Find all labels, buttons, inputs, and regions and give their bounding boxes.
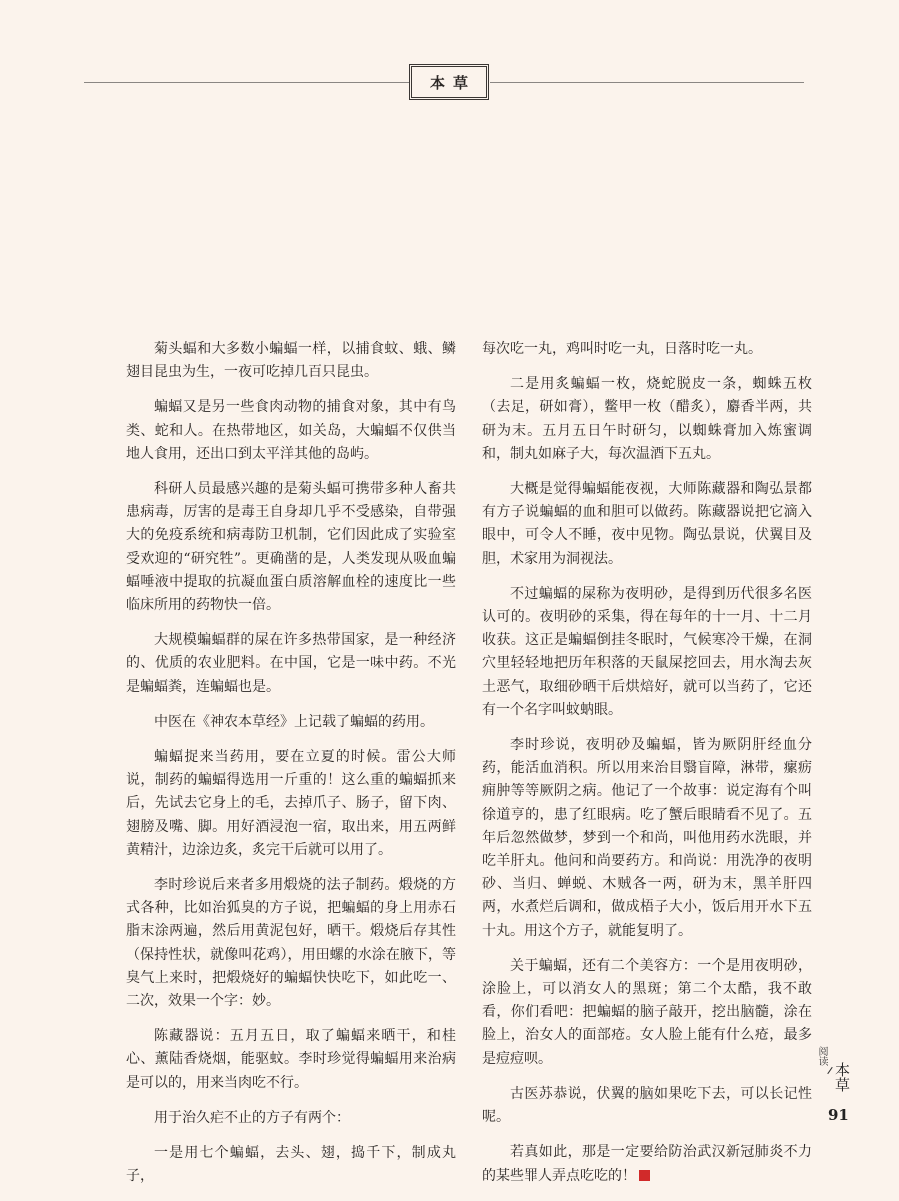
left-column xyxy=(126,338,456,1201)
paragraph: 二是用炙蝙蝠一枚，烧蛇脱皮一条，蜘蛛五枚（去足，研如膏），鳖甲一枚（醋炙），麝香半两，共研为末。五月五日午时研匀，以蜘蛛膏加入炼蜜调和，制丸如麻子大，每次温酒下五丸。 xyxy=(482,376,812,462)
paragraph: 用于治久疟不止的方子有两个： xyxy=(154,1109,350,1126)
column-tag-big: 本草 xyxy=(833,1062,851,1092)
column-tag xyxy=(814,1046,858,1106)
column-tag-small: 阅读 xyxy=(816,1046,827,1066)
header-rule-right xyxy=(490,82,804,83)
paragraph: 李时珍说，夜明砂及蝙蝠，皆为厥阴肝经血分药，能活血消积。所以用来治目翳盲障，淋带，瘰疬痈肿等等厥阴之病。他记了一个故事：说定海有个叫徐道亨的，患了红眼病。吃了蟹后眼睛看不见了。五年后忽然做梦，梦到一个和尚，叫他用药水洗眼，并吃羊肝丸。他问和尚要药方。和尚说：用洗净的夜明砂、当归、蝉蜕、木贼各一两，研为末，黑羊肝四两，水煮烂后调和，做成梧子大小，饭后用开水下五十丸。用这个方子，就能复明了。 xyxy=(482,737,812,939)
paragraph: 蝙蝠捉来当药用，要在立夏的时候。雷公大师说，制药的蝙蝠得选用一斤重的！这么重的蝙蝠抓来后，先试去它身上的毛，去掉爪子、肠子，留下肉、翅膀及嘴、脚。用好酒浸泡一宿，取出来，用五两鲜黄精汁，边涂边炙，炙完干后就可以用了。 xyxy=(126,749,456,858)
paragraph: 不过蝙蝠的屎称为夜明砂，是得到历代很多名医认可的。夜明砂的采集，得在每年的十一月、十二月收获。这正是蝙蝠倒挂冬眠时，气候寒冷干燥，在洞穴里轻轻地把历年积落的天鼠屎挖回去，用水淘去灰土恶气，取细砂晒干后烘焙好，就可以当药了，它还有一个名字叫蚊蚋眼。 xyxy=(482,585,812,718)
last-paragraph-text: 若真如此，那是一定要给防治武汉新冠肺炎不力的某些罪人弄点吃吃的！ xyxy=(482,1144,812,1184)
paragraph: 中医在《神农本草经》上记载了蝙蝠的药用。 xyxy=(154,713,434,730)
paragraph: 关于蝙蝠，还有二个美容方：一个是用夜明砂，涂脸上，可以消女人的黑斑；第二个太酷，我不敢看，你们看吧：把蝙蝠的脑子敲开，挖出脑髓，涂在脸上，治女人的面部疮。女人脸上能有什么疮，最多是痘痘呗。 xyxy=(482,957,812,1067)
right-column xyxy=(482,338,812,1200)
page-number: 91 xyxy=(828,1106,849,1124)
paragraph-last xyxy=(482,1141,812,1187)
paragraph: 古医苏恭说，伏翼的脑如果吃下去，可以长记性呢。 xyxy=(482,1085,812,1126)
paragraph: 陈藏器说：五月五日，取了蝙蝠来晒干，和桂心、薰陆香烧烟，能驱蚊。李时珍觉得蝙蝠用来治病是可以的，用来当肉吃不行。 xyxy=(126,1028,456,1091)
section-title: 本草 xyxy=(409,64,489,100)
end-mark-icon xyxy=(639,1170,650,1181)
paragraph: 蝙蝠又是另一些食肉动物的捕食对象，其中有鸟类、蛇和人。在热带地区，如关岛，大蝙蝠不仅供当地人食用，还出口到太平洋其他的岛屿。 xyxy=(126,399,456,462)
paragraph: 大概是觉得蝙蝠能夜视，大师陈藏器和陶弘景都有方子说蝙蝠的血和胆可以做药。陈藏器说把它滴入眼中，可令人不睡，夜中见物。陶弘景说，伏翼目及胆，术家用为洞视法。 xyxy=(482,481,812,567)
header-rule-left xyxy=(84,82,410,83)
paragraph: 一是用七个蝙蝠，去头、翅，捣千下，制成丸子， xyxy=(126,1145,456,1185)
paragraph: 菊头蝠和大多数小蝙蝠一样，以捕食蚊、蛾、鳞翅目昆虫为生，一夜可吃掉几百只昆虫。 xyxy=(126,341,456,381)
paragraph-continued: 每次吃一丸，鸡叫时吃一丸，日落时吃一丸。 xyxy=(482,341,762,357)
paragraph: 李时珍说后来者多用煅烧的法子制药。煅烧的方式各种，比如治狐臭的方子说，把蝙蝠的身上用赤石脂末涂两遍，然后用黄泥包好，晒干。煅烧后存其性（保持性状，就像叫花鸡），用田螺的水涂在腋下，等臭气上来时，把煅烧好的蝙蝠快快吃下，如此吃一、二次，效果一个字：妙。 xyxy=(126,877,456,1010)
paragraph: 科研人员最感兴趣的是菊头蝠可携带多种人畜共患病毒，厉害的是毒王自身却几乎不受感染，自带强大的免疫系统和病毒防卫机制，它们因此成了实验室受欢迎的“研究牲”。更确凿的是，人类发现从吸血蝙蝠唾液中提取的抗凝血蛋白质溶解血栓的速度比一些临床所用的药物快一倍。 xyxy=(126,481,456,614)
paragraph: 大规模蝙蝠群的屎在许多热带国家，是一种经济的、优质的农业肥料。在中国，它是一味中药。不光是蝙蝠粪，连蝙蝠也是。 xyxy=(126,632,456,695)
